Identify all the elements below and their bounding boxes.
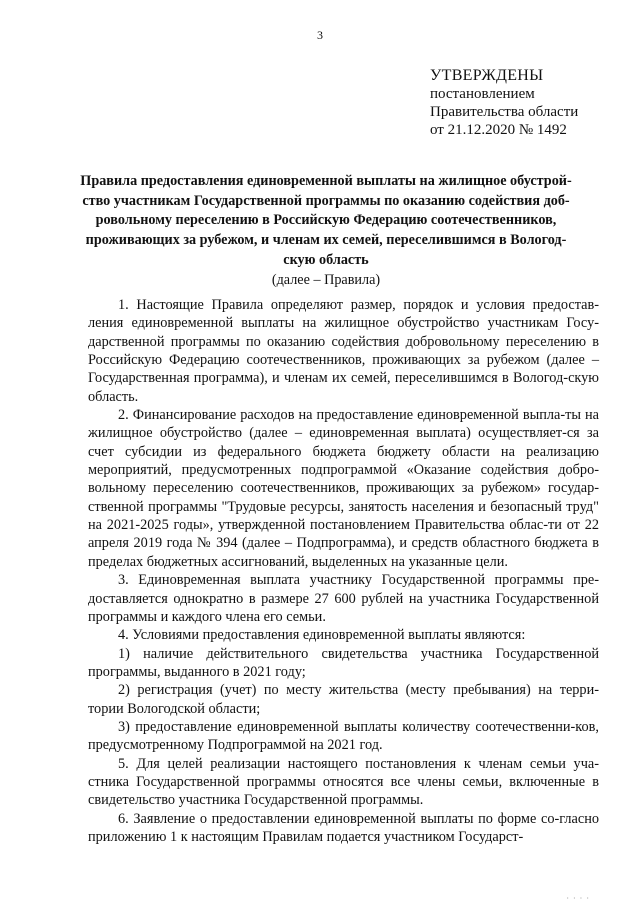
approval-block (430, 67, 578, 139)
document-body (88, 296, 599, 846)
paragraph-2: 2. Финансирование расходов на предоставление единовременной выпла-ты на жилищное обустройство (далее – единовременная выплата) осуществляет-ся за счет субсидии из федерального бюджета бюджету области на реализацию мероприятий, предусмотренных подпрограммой «Оказание содействия добро-вольному переселению соотечественников, проживающих за рубежом» государ-ственной программы "Трудовые ресурсы, занятость населения и безопасный труд" на 2021-2025 годы», утвержденной постановлением Правительства облас-ти от 22 апреля 2019 года № 394 (далее – Подпрограмма), и средств областного бюджета в пределах бюджетных ассигнований, выделенных на указанные цели. (88, 407, 599, 570)
title-subtitle: (далее – Правила) (271, 271, 381, 288)
title-line: проживающих за рубежом, и членам их семей, переселившимся в Вологод- (85, 232, 567, 249)
approval-heading: УТВЕРЖДЕНЫ (430, 67, 544, 84)
approval-line: от 21.12.2020 № 1492 (430, 122, 567, 138)
title-line: Правила предоставления единовременной выплаты на жилищное обустрой- (80, 173, 572, 189)
title-line: ство участникам Государственной программы по оказанию содействия доб- (82, 192, 570, 209)
paragraph-5: 5. Для целей реализации настоящего постановления к членам семьи уча-стника Государственной программы относятся все члены семьи, включенные в свидетельство участника Государственной программы. (88, 755, 599, 809)
approval-line: постановлением (430, 86, 535, 102)
page-number: 3 (317, 28, 323, 42)
document-title (70, 172, 582, 290)
footer-mark: · · · · (566, 894, 590, 903)
paragraph-4: 4. Условиями предоставления единовременной выплаты являются: (118, 627, 526, 644)
condition-3: 3) предоставление единовременной выплаты количеству соотечественни-ков, предусмотренному Подпрограммой на 2021 год. (88, 718, 599, 754)
paragraph-1: 1. Настоящие Правила определяют размер, порядок и условия предостав-ления единовременной выплаты на жилищное обустройство участникам Госу-дарственной программы по оказанию содействия добровольному переселению в Российскую Федерацию соотечественников, проживающих за рубежом (далее – Государственная программа), и членам их семей, переселившимся в Вологод-скую область. (88, 297, 599, 405)
condition-2: 2) регистрация (учет) по месту жительства (месту пребывания) на терри-тории Вологодской области; (88, 682, 599, 717)
approval-line: Правительства области (430, 104, 579, 120)
title-line: ровольному переселению в Российскую Федерацию соотечественников, (95, 212, 557, 229)
condition-1: 1) наличие действительного свидетельства участника Государственной программы, выданного в 2021 году; (88, 645, 599, 680)
title-line: скую область (283, 251, 369, 268)
paragraph-3: 3. Единовременная выплата участнику Государственной программы пре-доставляется однократно в размере 27 600 рублей на участника Государственной программы и каждого члена его семьи. (88, 572, 599, 625)
paragraph-6: 6. Заявление о предоставлении единовременной выплаты по форме со-гласно приложению 1 к настоящим Правилам подается участником Государст- (88, 810, 599, 845)
